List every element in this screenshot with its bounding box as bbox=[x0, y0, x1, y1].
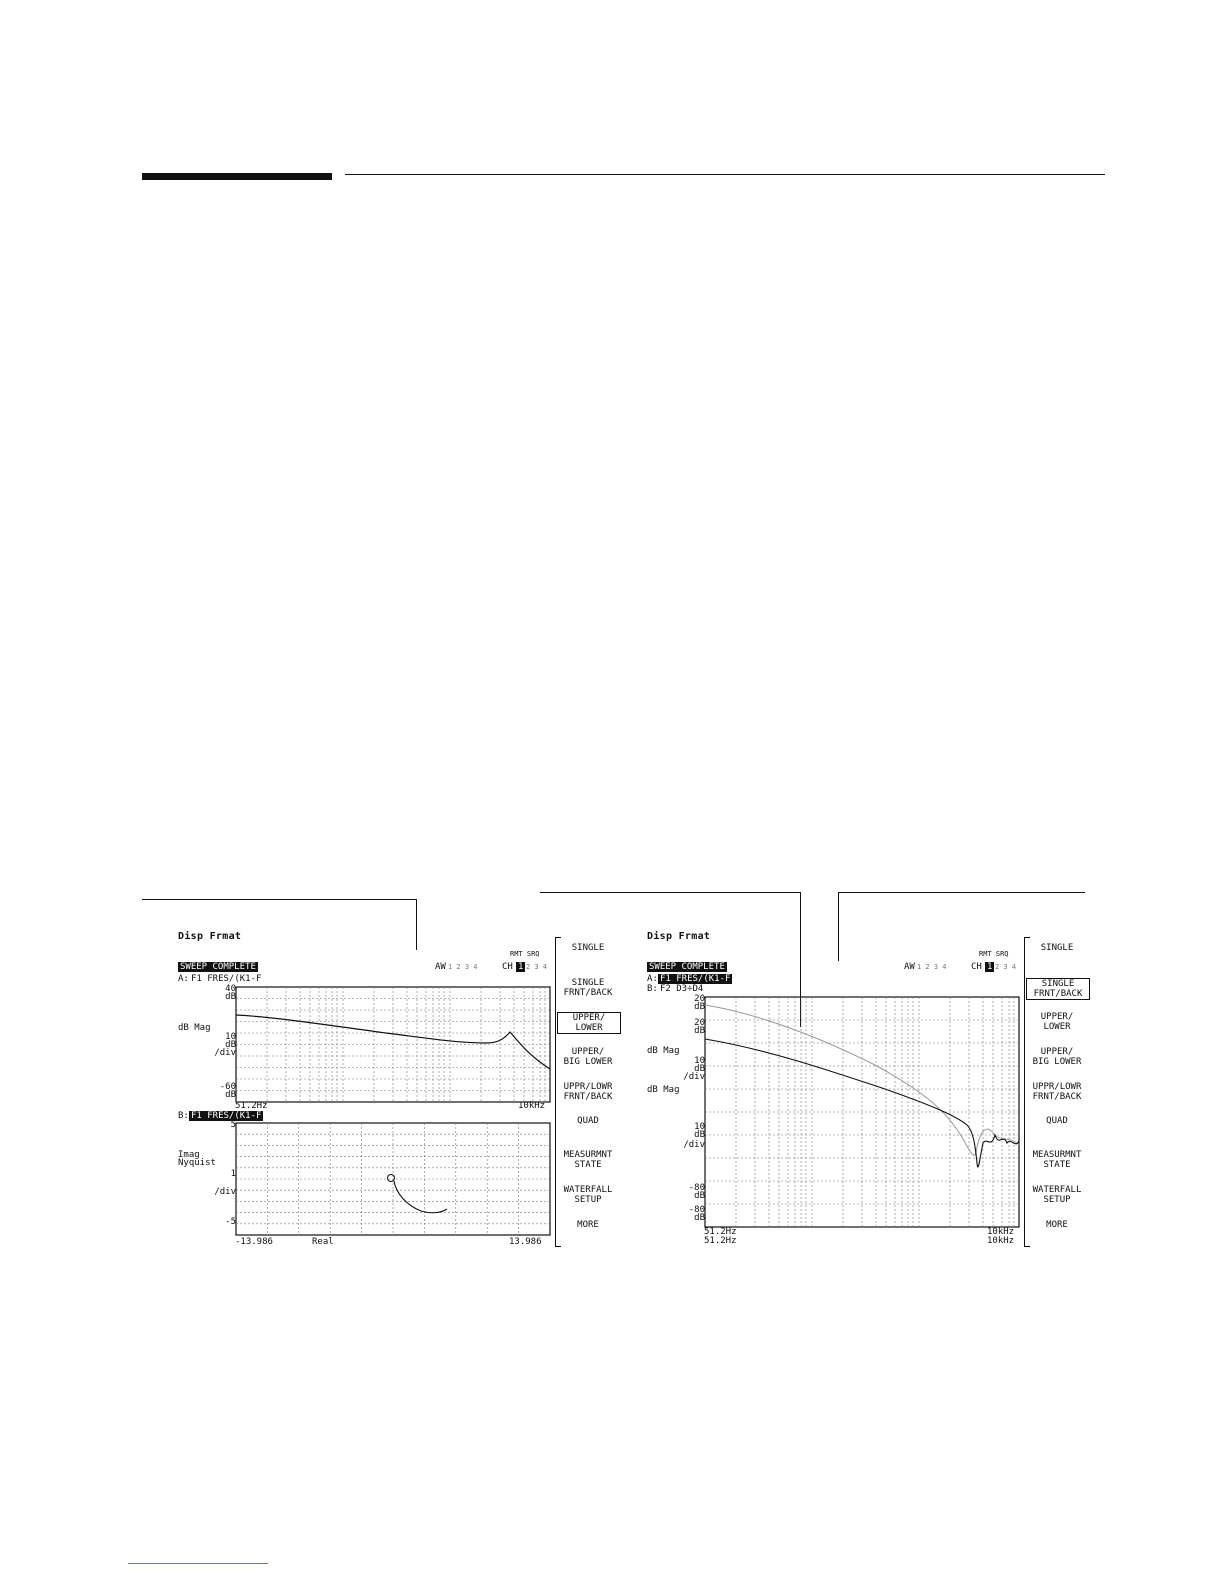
softkey-quad[interactable]: QUAD bbox=[1046, 1116, 1068, 1126]
trace-b-label: F2 D3÷D4 bbox=[660, 984, 704, 994]
plot-format-b: dB Mag bbox=[647, 1085, 680, 1095]
softkey-single-frnt-back[interactable]: SINGLE FRNT/BACK bbox=[563, 978, 613, 998]
upper-bottom-unit: dB bbox=[225, 1090, 236, 1100]
channel-indicator-label: CH bbox=[502, 962, 513, 972]
trace-a-prefix: A: bbox=[647, 974, 658, 984]
rmt-srq-indicator: RMT SRQ bbox=[510, 950, 540, 958]
upper-top-unit: dB bbox=[225, 992, 236, 1002]
channel-active: 1 bbox=[987, 962, 993, 972]
softkey-waterfall-setup[interactable]: WATERFALL SETUP bbox=[1032, 1185, 1082, 1205]
channel-numbers: 2 3 4 bbox=[526, 963, 548, 971]
softkey-waterfall-setup[interactable]: WATERFALL SETUP bbox=[563, 1185, 613, 1205]
lower-plot bbox=[236, 1123, 550, 1235]
channel-active: 1 bbox=[518, 962, 524, 972]
plot-bottom-b-unit: dB bbox=[694, 1213, 705, 1223]
section-rule-thin bbox=[345, 174, 1105, 175]
plot-top-a-unit: dB bbox=[694, 1002, 705, 1012]
upper-x-start: 51.2Hz bbox=[235, 1101, 268, 1111]
lower-x-end: 13.986 bbox=[509, 1237, 542, 1247]
softkey-uppr-lowr-frnt-back[interactable]: UPPR/LOWR FRNT/BACK bbox=[563, 1082, 613, 1102]
softkey-single[interactable]: SINGLE bbox=[1040, 943, 1074, 953]
analyzer-screen-left bbox=[172, 925, 632, 1255]
upper-plot bbox=[236, 987, 550, 1102]
upper-x-end: 10kHz bbox=[518, 1101, 546, 1111]
plot-top-b-value: 20 bbox=[694, 1018, 705, 1028]
channel-numbers: 2 3 4 bbox=[995, 963, 1017, 971]
softkey-single-frnt-back[interactable]: SINGLE FRNT/BACK bbox=[1026, 978, 1090, 1000]
lower-grid bbox=[236, 1123, 550, 1235]
softkey-upper-big-lower[interactable]: UPPER/ BIG LOWER bbox=[1032, 1047, 1082, 1067]
section-rule-thick bbox=[142, 173, 332, 180]
lower-top-value: 5 bbox=[230, 1120, 236, 1130]
trace-a-prefix: A: bbox=[178, 974, 189, 984]
plot-x-start-b: 51.2Hz bbox=[704, 1236, 737, 1246]
softkey-measurmnt-state[interactable]: MEASURMNT STATE bbox=[1032, 1150, 1082, 1170]
front-back-log-grid bbox=[705, 997, 1019, 1227]
sweep-status: SWEEP COMPLETE bbox=[649, 962, 725, 972]
plot-top-b-unit: dB bbox=[694, 1026, 705, 1036]
plot-scale-b-per: /div bbox=[683, 1140, 705, 1150]
plot-top-a-value: 20 bbox=[694, 994, 705, 1004]
softkey-single[interactable]: SINGLE bbox=[571, 943, 605, 953]
lower-scale-per: /div bbox=[214, 1187, 236, 1197]
trace-a-label: F1 FRES/(K1-F bbox=[191, 974, 262, 984]
nyquist-marker bbox=[388, 1175, 395, 1182]
plot-scale-a-per: /div bbox=[683, 1072, 705, 1082]
sweep-status: SWEEP COMPLETE bbox=[180, 962, 256, 972]
softkey-more[interactable]: MORE bbox=[1046, 1220, 1068, 1230]
front-back-plot bbox=[705, 997, 1019, 1227]
softkey-more[interactable]: MORE bbox=[577, 1220, 599, 1230]
menu-title: Disp Frmat bbox=[178, 931, 242, 942]
plot-bottom-a-unit: dB bbox=[694, 1191, 705, 1201]
upper-bottom-value: -60 bbox=[219, 1082, 236, 1092]
upper-scale-unit: dB bbox=[225, 1040, 236, 1050]
softkey-uppr-lowr-frnt-back[interactable]: UPPR/LOWR FRNT/BACK bbox=[1032, 1082, 1082, 1102]
plot-scale-a-value: 10 bbox=[694, 1056, 705, 1066]
aw-indicator-numbers: 1 2 3 4 bbox=[917, 963, 947, 971]
plot-scale-b-value: 10 bbox=[694, 1122, 705, 1132]
plot-format-a: dB Mag bbox=[647, 1046, 680, 1056]
trace-b-prefix: B: bbox=[647, 984, 658, 994]
plot-x-start-a: 51.2Hz bbox=[704, 1227, 737, 1237]
softkey-measurmnt-state[interactable]: MEASURMNT STATE bbox=[563, 1150, 613, 1170]
trace-a-label: F1 FRES/(K1-F bbox=[660, 974, 731, 984]
softkey-upper-lower[interactable]: UPPER/ LOWER bbox=[1040, 1012, 1074, 1032]
channel-indicator-label: CH bbox=[971, 962, 982, 972]
aw-indicator-numbers: 1 2 3 4 bbox=[448, 963, 478, 971]
aw-indicator-label: AW bbox=[435, 962, 446, 972]
footer-link-underline bbox=[128, 1563, 268, 1564]
menu-title: Disp Frmat bbox=[647, 931, 711, 942]
softkey-upper-lower[interactable]: UPPER/ LOWER bbox=[557, 1012, 621, 1034]
upper-scale-value: 10 bbox=[225, 1032, 236, 1042]
plot-x-end-b: 10kHz bbox=[987, 1236, 1015, 1246]
lower-x-mid: Real bbox=[312, 1237, 334, 1247]
lower-bottom-value: -5 bbox=[225, 1217, 236, 1227]
lower-format-label: Imag bbox=[178, 1150, 200, 1160]
upper-log-grid bbox=[236, 987, 550, 1102]
plot-bottom-b-value: -80 bbox=[688, 1205, 705, 1215]
upper-scale-per: /div bbox=[214, 1048, 236, 1058]
lower-scale-value: 1 bbox=[230, 1169, 236, 1179]
plot-bottom-a-value: -80 bbox=[688, 1183, 705, 1193]
aw-indicator-label: AW bbox=[904, 962, 915, 972]
analyzer-screen-right bbox=[641, 925, 1101, 1255]
plot-scale-a-unit: dB bbox=[694, 1064, 705, 1074]
lower-format-label-2: Nyquist bbox=[178, 1158, 216, 1168]
plot-x-end-a: 10kHz bbox=[987, 1227, 1015, 1237]
softkey-quad[interactable]: QUAD bbox=[577, 1116, 599, 1126]
trace-b-prefix: B: bbox=[178, 1111, 189, 1121]
lower-x-start: -13.986 bbox=[235, 1237, 273, 1247]
rmt-srq-indicator: RMT SRQ bbox=[979, 950, 1009, 958]
upper-format-label: dB Mag bbox=[178, 1023, 211, 1033]
trace-b-label: F1 FRES/(K1-F bbox=[191, 1111, 262, 1121]
plot-scale-b-unit: dB bbox=[694, 1130, 705, 1140]
upper-top-value: 40 bbox=[225, 984, 236, 994]
lower-trace-nyquist bbox=[394, 1181, 447, 1213]
softkey-upper-big-lower[interactable]: UPPER/ BIG LOWER bbox=[563, 1047, 613, 1067]
